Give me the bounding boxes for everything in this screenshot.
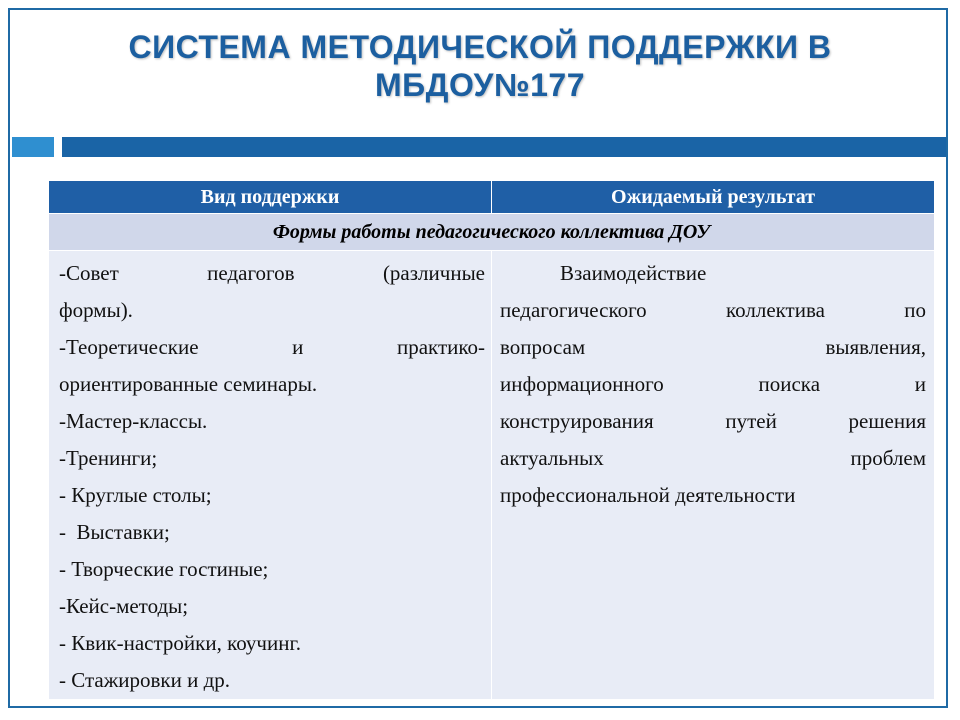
support-form-line: - Стажировки и др. [59,668,231,692]
support-table [48,180,935,700]
slide-title: СИСТЕМА МЕТОДИЧЕСКОЙ ПОДДЕРЖКИ В МБДОУ№177 [128,29,832,103]
result-line: конструирования путей решения [500,409,926,433]
support-form-line: - Творческие гостиные; [59,557,269,581]
support-form-line: - Квик-настройки, коучинг. [59,631,301,655]
result-line: информационного поиска и [500,372,926,396]
header-row [49,181,935,214]
header-expected-result: Ожидаемый результат [492,181,935,214]
result-line: актуальных проблем [500,446,926,470]
support-form-line: -Мастер-классы. [59,409,208,433]
result-line: профессиональной деятельности [500,483,796,507]
result-line: вопросам выявления, [500,335,926,359]
support-forms-cell [49,251,492,700]
body-row [49,251,935,700]
accent-bar-main [62,137,946,157]
support-form-line: -Совет педагогов (различные [59,261,485,285]
accent-bar-small [12,137,54,157]
header-support-type: Вид поддержки [49,181,492,214]
section-row [49,214,935,251]
support-form-line: - Круглые столы; [59,483,212,507]
support-form-line: -Теоретические и практико- [59,335,485,359]
support-form-line: ориентированные семинары. [59,372,318,396]
expected-result-cell [492,251,935,700]
result-line: Взаимодействие [560,261,707,285]
support-form-line: - Выставки; [59,520,170,544]
support-form-line: формы). [59,298,133,322]
result-line: педагогического коллектива по [500,298,926,322]
section-title: Формы работы педагогического коллектива ДОУ [49,214,935,251]
support-form-line: -Тренинги; [59,446,158,470]
support-form-line: -Кейс-методы; [59,594,189,618]
